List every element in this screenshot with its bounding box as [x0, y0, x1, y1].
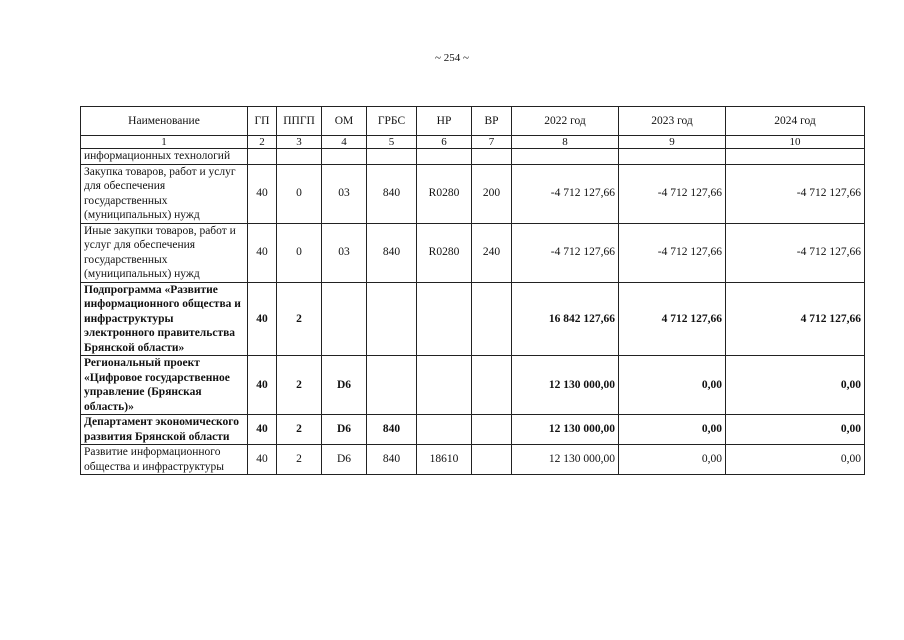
cell-ppgp: 2 [277, 282, 322, 356]
table-row [81, 356, 865, 415]
cell-nr [417, 415, 472, 445]
cell-grbs [367, 356, 417, 415]
cell-om: 03 [322, 164, 367, 223]
cell-ppgp: 2 [277, 415, 322, 445]
column-number: 1 [81, 136, 248, 149]
cell-grbs: 840 [367, 223, 417, 282]
header-nr: НР [417, 107, 472, 136]
cell-2022: 12 130 000,00 [512, 356, 619, 415]
header-vr: ВР [472, 107, 512, 136]
cell-2022: -4 712 127,66 [512, 223, 619, 282]
row-name: Закупка товаров, работ и услуг для обеспечения государственных (муниципальных) нужд [81, 164, 248, 223]
cell-ppgp: 2 [277, 445, 322, 475]
cell-2023 [619, 149, 726, 165]
cell-om: 03 [322, 223, 367, 282]
cell-2023: 4 712 127,66 [619, 282, 726, 356]
row-name: Иные закупки товаров, работ и услуг для обеспечения государственных (муниципальных) нужд [81, 223, 248, 282]
table-row [81, 149, 865, 165]
cell-2024 [726, 149, 865, 165]
cell-2023: 0,00 [619, 356, 726, 415]
cell-ppgp: 2 [277, 356, 322, 415]
column-number: 6 [417, 136, 472, 149]
column-number: 2 [248, 136, 277, 149]
cell-2024: 0,00 [726, 445, 865, 475]
header-gp: ГП [248, 107, 277, 136]
cell-2024: -4 712 127,66 [726, 164, 865, 223]
cell-2022: 12 130 000,00 [512, 415, 619, 445]
column-number-row [81, 136, 865, 149]
cell-grbs: 840 [367, 445, 417, 475]
cell-nr: 18610 [417, 445, 472, 475]
header-name: Наименование [81, 107, 248, 136]
cell-gp: 40 [248, 282, 277, 356]
cell-nr: R0280 [417, 223, 472, 282]
cell-nr [417, 282, 472, 356]
cell-om: D6 [322, 356, 367, 415]
cell-vr: 240 [472, 223, 512, 282]
cell-gp: 40 [248, 415, 277, 445]
column-number: 7 [472, 136, 512, 149]
cell-2022: 16 842 127,66 [512, 282, 619, 356]
cell-vr [472, 415, 512, 445]
cell-vr [472, 356, 512, 415]
cell-gp: 40 [248, 445, 277, 475]
page-number: ~ 254 ~ [435, 52, 469, 64]
cell-nr: R0280 [417, 164, 472, 223]
row-name: Развитие информационного общества и инфраструктуры [81, 445, 248, 475]
cell-gp [248, 149, 277, 165]
budget-table [80, 106, 865, 475]
cell-2023: 0,00 [619, 445, 726, 475]
cell-om [322, 282, 367, 356]
column-number: 3 [277, 136, 322, 149]
cell-om: D6 [322, 445, 367, 475]
cell-ppgp: 0 [277, 164, 322, 223]
row-name: Региональный проект «Цифровое государственное управление (Брянская область)» [81, 356, 248, 415]
cell-ppgp [277, 149, 322, 165]
table-row [81, 282, 865, 356]
cell-om [322, 149, 367, 165]
cell-grbs: 840 [367, 415, 417, 445]
table-row [81, 164, 865, 223]
cell-2023: -4 712 127,66 [619, 223, 726, 282]
table-row [81, 223, 865, 282]
cell-2022 [512, 149, 619, 165]
cell-vr [472, 282, 512, 356]
column-number: 9 [619, 136, 726, 149]
cell-gp: 40 [248, 356, 277, 415]
cell-grbs: 840 [367, 164, 417, 223]
cell-nr [417, 356, 472, 415]
header-2024: 2024 год [726, 107, 865, 136]
cell-ppgp: 0 [277, 223, 322, 282]
table-row [81, 445, 865, 475]
cell-2024: 4 712 127,66 [726, 282, 865, 356]
cell-vr [472, 445, 512, 475]
cell-grbs [367, 149, 417, 165]
cell-2022: -4 712 127,66 [512, 164, 619, 223]
header-2022: 2022 год [512, 107, 619, 136]
cell-2024: -4 712 127,66 [726, 223, 865, 282]
column-number: 5 [367, 136, 417, 149]
cell-2022: 12 130 000,00 [512, 445, 619, 475]
cell-om: D6 [322, 415, 367, 445]
cell-grbs [367, 282, 417, 356]
cell-2024: 0,00 [726, 415, 865, 445]
column-number: 10 [726, 136, 865, 149]
header-2023: 2023 год [619, 107, 726, 136]
column-number: 4 [322, 136, 367, 149]
cell-gp: 40 [248, 223, 277, 282]
cell-vr: 200 [472, 164, 512, 223]
header-om: ОМ [322, 107, 367, 136]
header-grbs: ГРБС [367, 107, 417, 136]
table-row [81, 415, 865, 445]
cell-gp: 40 [248, 164, 277, 223]
cell-2023: -4 712 127,66 [619, 164, 726, 223]
row-name: Департамент экономического развития Брянской области [81, 415, 248, 445]
row-name: Подпрограмма «Развитие информационного общества и инфраструктуры электронного правительства Брянской области» [81, 282, 248, 356]
cell-2023: 0,00 [619, 415, 726, 445]
header-ppgp: ППГП [277, 107, 322, 136]
cell-vr [472, 149, 512, 165]
column-number: 8 [512, 136, 619, 149]
cell-nr [417, 149, 472, 165]
row-name: информационных технологий [81, 149, 248, 165]
header-row [81, 107, 865, 136]
cell-2024: 0,00 [726, 356, 865, 415]
